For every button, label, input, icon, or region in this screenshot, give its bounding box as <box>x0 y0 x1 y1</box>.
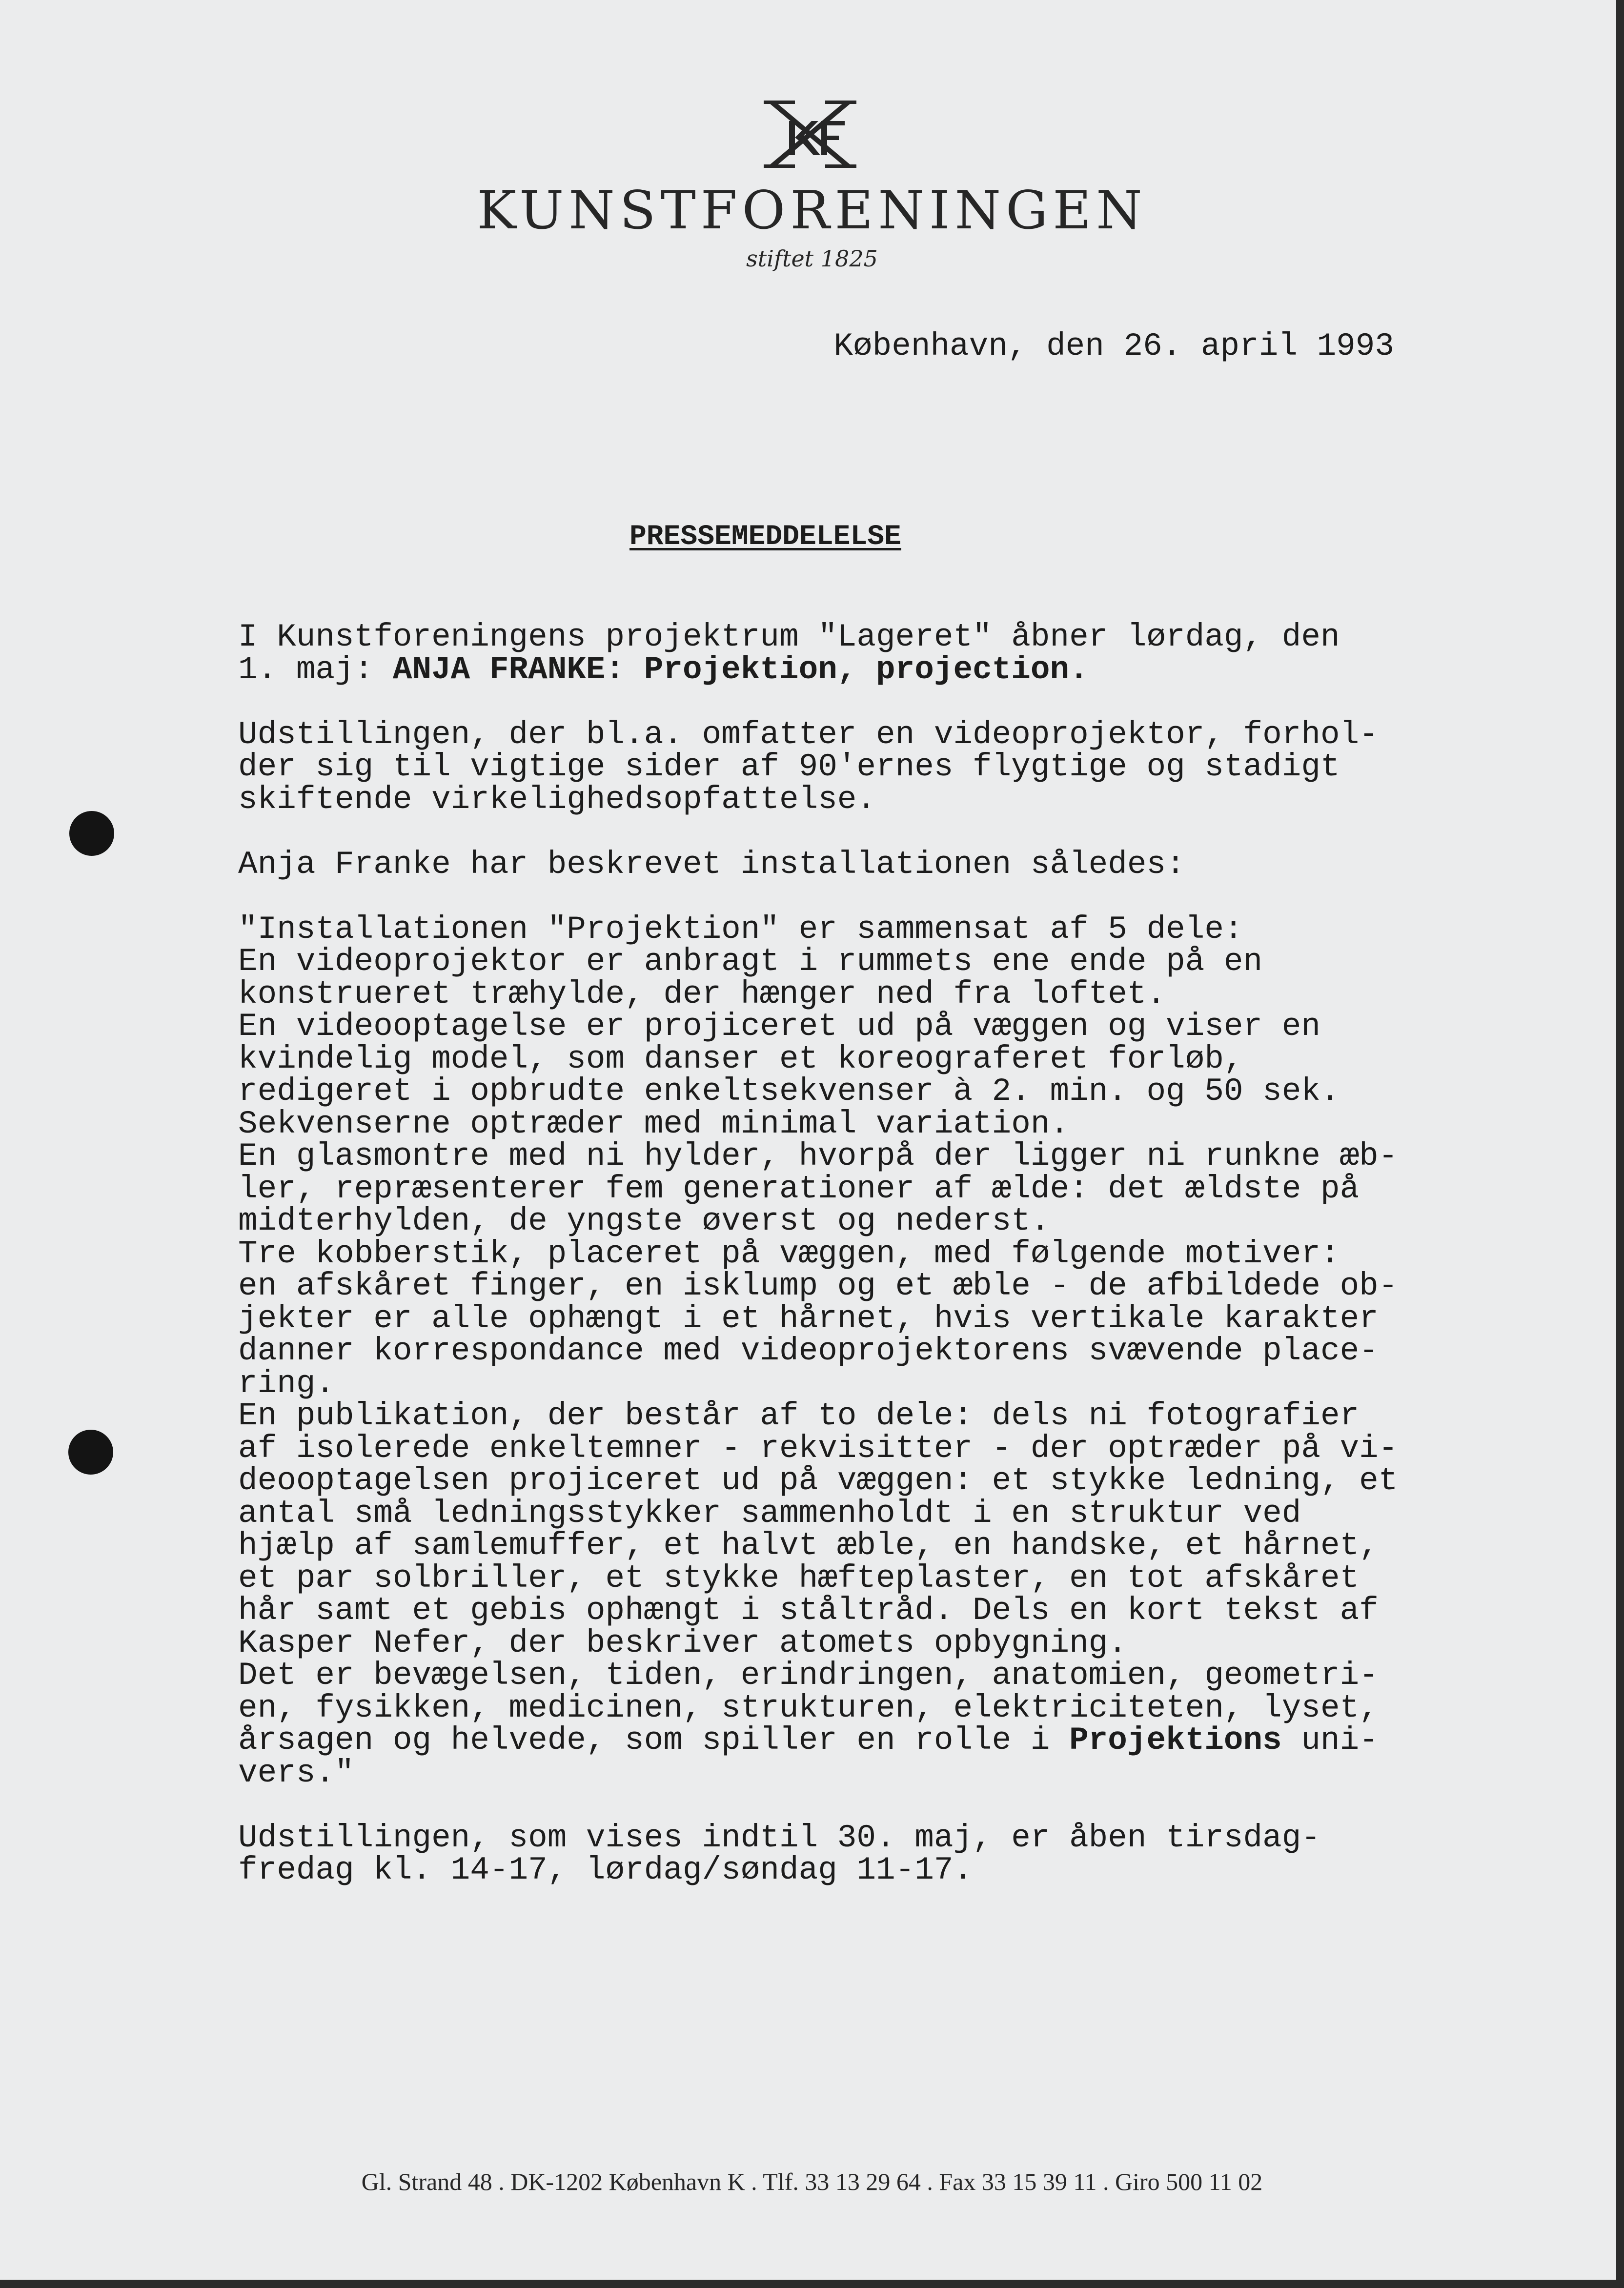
text-line: Udstillingen, som vises indtil 30. maj, er åben tirsdag- <box>238 1819 1320 1856</box>
text-line: ring. <box>238 1365 335 1402</box>
text-line: af isolerede enkeltemner - rekvisitter - der optræder på vi- <box>238 1430 1398 1467</box>
organization-name: KUNSTFORENINGEN <box>477 180 1147 241</box>
text-line: antal små ledningsstykker sammenholdt i en struktur ved <box>238 1495 1301 1532</box>
text-line: hår samt et gebis ophængt i ståltråd. Dels en kort tekst af <box>238 1592 1379 1629</box>
punch-hole-bottom <box>68 1430 113 1475</box>
text-run: 1. maj: <box>238 651 393 688</box>
paragraph-opening-hours <box>238 1819 1398 1888</box>
text-line: et par solbriller, et stykke hæfteplaster, en tot afskåret <box>238 1559 1360 1597</box>
text-run-bold: Projektions <box>1069 1722 1282 1759</box>
text-line: Sekvenserne optræder med minimal variation. <box>238 1105 1070 1142</box>
text-line: ler, repræsenterer fem generationer af ælde: det ældste på <box>238 1170 1360 1207</box>
artist-quote <box>238 913 1398 1790</box>
text-line: Kasper Nefer, der beskriver atomets opbygning. <box>238 1624 1127 1661</box>
text-line: der sig til vigtige sider af 90'ernes flygtige og stadigt <box>238 749 1340 785</box>
text-line: skiftende virkelighedsopfattelse. <box>238 781 876 818</box>
text-line: kvindelig model, som danser et koreograferet forløb, <box>238 1040 1243 1077</box>
press-release-heading: PRESSEMEDDELELSE <box>629 521 901 553</box>
text-line: hjælp af samlemuffer, et halvt æble, en handske, et hårnet, <box>238 1527 1379 1564</box>
letter-body <box>238 621 1398 1887</box>
text-line: Udstillingen, der bl.a. omfatter en videoprojektor, forhol- <box>238 716 1379 753</box>
text-line <box>238 651 1398 688</box>
text-line: I Kunstforeningens projektrum "Lageret" åbner lørdag, den <box>238 619 1340 655</box>
text-line: en, fysikken, medicinen, strukturen, elektriciteten, lyset, <box>238 1689 1379 1726</box>
date-line: København, den 26. april 1993 <box>833 328 1394 364</box>
text-run: uni- <box>1281 1722 1379 1759</box>
text-line: konstrueret træhylde, der hænger ned fra loftet. <box>238 975 1166 1012</box>
text-line: En videooptagelse er projiceret ud på væggen og viser en <box>238 1008 1320 1045</box>
text-line: redigeret i opbrudte enkeltsekvenser à 2. min. og 50 sek. <box>238 1073 1340 1110</box>
paragraph-attribution <box>238 846 1398 883</box>
text-line: En glasmontre med ni hylder, hvorpå der ligger ni runkne æb- <box>238 1138 1398 1174</box>
paragraph-description <box>238 716 1398 818</box>
text-line: deooptagelsen projiceret ud på væggen: et stykke ledning, et <box>238 1462 1398 1499</box>
text-line: jekter er alle ophængt i et hårnet, hvis vertikale karakter <box>238 1300 1379 1337</box>
text-line: en afskåret finger, en isklump og et æble - de afbildede ob- <box>238 1268 1398 1304</box>
text-line: vers." <box>238 1754 354 1791</box>
text-line: "Installationen "Projektion" er sammensat af 5 dele: <box>238 911 1243 948</box>
text-run: årsagen og helvede, som spiller en rolle i <box>238 1722 1070 1759</box>
punch-hole-top <box>69 811 114 856</box>
text-line: midterhylden, de yngste øverst og nederst. <box>238 1203 1050 1239</box>
text-line <box>238 1724 1398 1757</box>
text-line: Det er bevægelsen, tiden, erindringen, anatomien, geometri- <box>238 1657 1379 1694</box>
text-line: danner korrespondance med videoprojektorens svævende place- <box>238 1333 1379 1369</box>
text-line: fredag kl. 14-17, lørdag/søndag 11-17. <box>238 1852 973 1888</box>
footer-contact-line: Gl. Strand 48 . DK-1202 København K . Tlf. 33 13 29 64 . Fax 33 15 39 11 . Giro 500 11 02 <box>361 2168 1263 2195</box>
text-line: Anja Franke har beskrevet installationen således: <box>238 846 1185 883</box>
text-line: En publikation, der består af to dele: dels ni fotografier <box>238 1397 1360 1434</box>
kf-monogram-logo <box>764 98 856 171</box>
text-line: Tre kobberstik, placeret på væggen, med følgende motiver: <box>238 1235 1340 1272</box>
founded-tagline: stiftet 1825 <box>746 245 878 272</box>
text-line: En videoprojektor er anbragt i rummets ene ende på en <box>238 943 1263 980</box>
exhibition-title: ANJA FRANKE: Projektion, projection. <box>392 651 1089 688</box>
paragraph-intro <box>238 621 1398 686</box>
